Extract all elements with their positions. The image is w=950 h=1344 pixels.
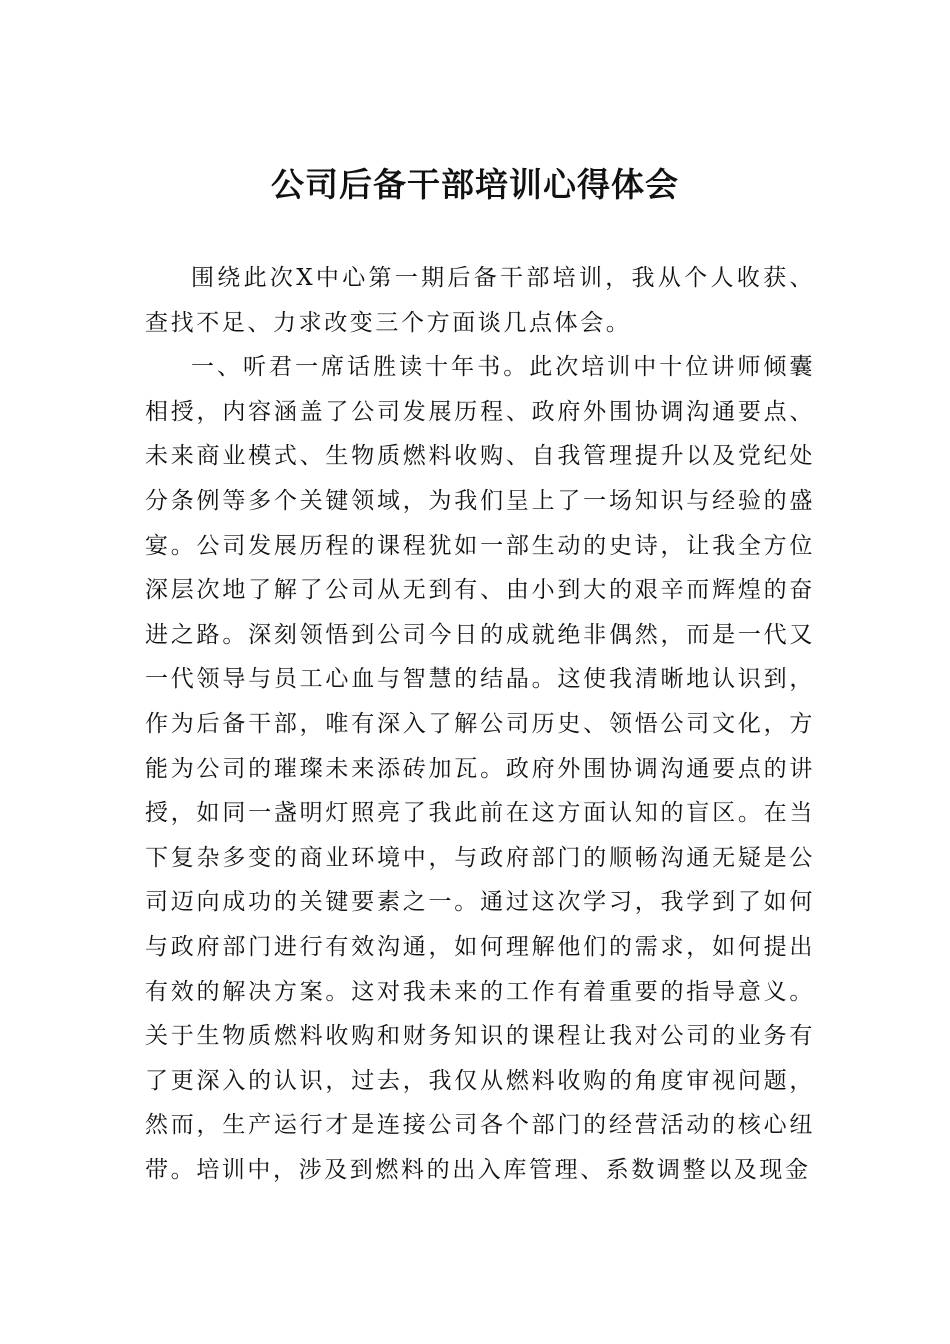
paragraph-intro: 围绕此次X中心第一期后备干部培训，我从个人收获、查找不足、力求改变三个方面谈几点体会。 [145, 265, 815, 336]
paragraph-section-one: 一、听君一席话胜读十年书。此次培训中十位讲师倾囊相授，内容涵盖了公司发展历程、政府外围协调沟通要点、未来商业模式、生物质燃料收购、自我管理提升以及党纪处分条例等多个关键领域，为我们呈上了一场知识与经验的盛宴。公司发展历程的课程犹如一部生动的史诗，让我全方位深层次地了解了公司从无到有、由小到大的艰辛而辉煌的奋进之路。深刻领悟到公司今日的成就绝非偶然，而是一代又一代领导与员工心血与智慧的结晶。这使我清晰地认识到，作为后备干部，唯有深入了解公司历史、领悟公司文化，方能为公司的璀璨未来添砖加瓦。政府外围协调沟通要点的讲授，如同一盏明灯照亮了我此前在这方面认知的盲区。在当下复杂多变的商业环境中，与政府部门的顺畅沟通无疑是公司迈向成功的关键要素之一。通过这次学习，我学到了如何与政府部门进行有效沟通，如何理解他们的需求，如何提出有效的解决方案。这对我未来的工作有着重要的指导意义。关于生物质燃料收购和财务知识的课程让我对公司的业务有了更深入的认识，过去，我仅从燃料收购的角度审视问题，然而，生产运行才是连接公司各个部门的经营活动的核心纽带。培训中，涉及到燃料的出入库管理、系数调整以及现金 [145, 354, 815, 1183]
document-body [145, 256, 815, 1192]
document-title: 公司后备干部培训心得体会 [271, 165, 679, 204]
